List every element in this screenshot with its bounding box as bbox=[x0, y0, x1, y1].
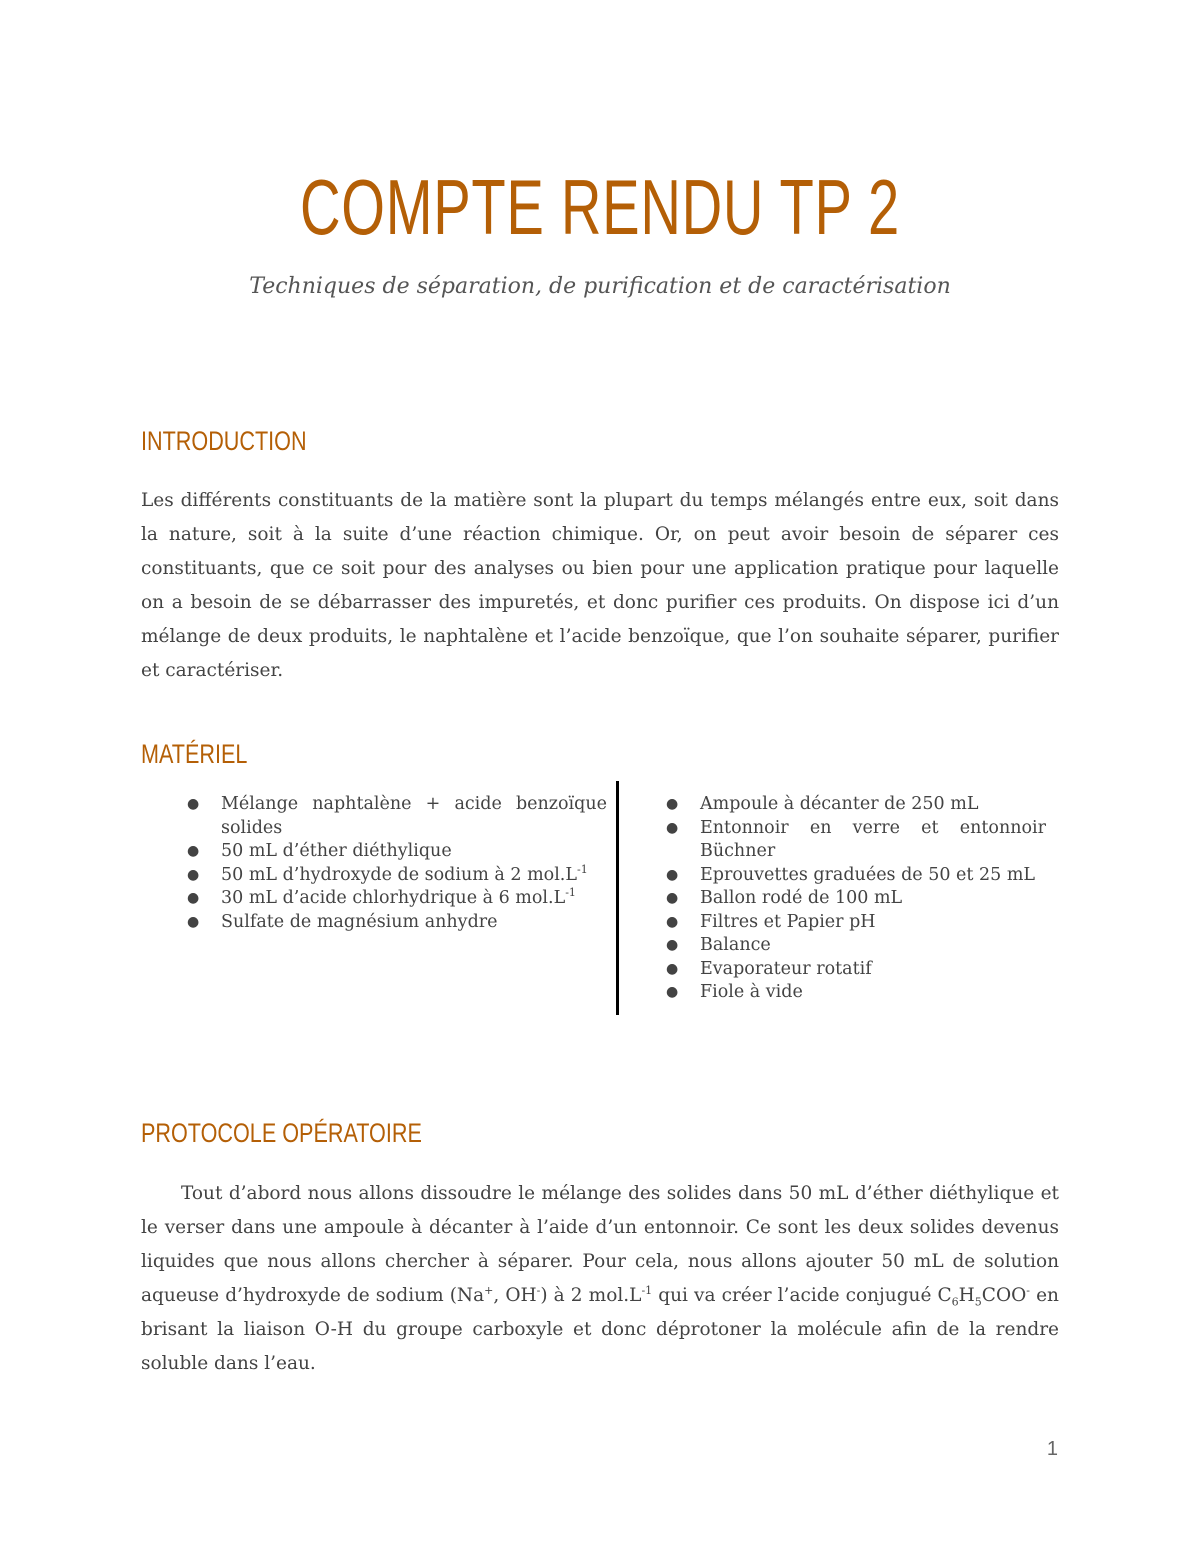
protocole-paragraph: Tout d’abord nous allons dissoudre le mélange des solides dans 50 mL d’éther diéthylique et le verser dans une ampoule à décanter à l’aide d’un entonnoir. Ce sont les deux solides devenus liquides que nous allons chercher à séparer. Pour cela, nous allons ajouter 50 mL de solution aqueuse d’hydroxyde de sodium (Na+, OH-) à 2 $mol.L^{-1}$ qui va créer l’acide conjugué $C_6H_5COO^-$ en brisant la liaison O-H du groupe carboxyle et donc déprotoner la molécule afin de la rendre soluble dans l’eau. bbox=[141, 1183, 1059, 1374]
bullet-icon bbox=[666, 981, 700, 1005]
bullet-icon bbox=[187, 911, 221, 935]
list-item: ● Mélange naphtalène + acide benzoïque solides bbox=[187, 793, 607, 840]
bullet-icon bbox=[666, 887, 700, 911]
materiel-heading: MATÉRIEL bbox=[141, 739, 248, 769]
column-divider bbox=[616, 781, 619, 1015]
list-item: ● Ballon rodé de 100 mL bbox=[666, 887, 1046, 911]
introduction-paragraph: Les différents constituants de la matière sont la plupart du temps mélangés entre eux, soit dans la nature, soit à la suite d’une réaction chimique. Or, on peut avoir besoin de séparer ces constituants, que ce soit pour des analyses ou bien pour une application pratique pour laquelle on a besoin de se débarrasser des impuretés, et donc purifier ces produits. On dispose ici d’un mélange de deux produits, le naphtalène et l’acide benzoïque, que l’on souhaite séparer, purifier et caractériser. bbox=[141, 490, 1059, 681]
bullet-icon bbox=[666, 817, 700, 841]
list-item: ● Evaporateur rotatif bbox=[666, 958, 1046, 982]
bullet-icon bbox=[187, 864, 221, 888]
bullet-icon bbox=[187, 887, 221, 911]
list-item: ● Balance bbox=[666, 934, 1046, 958]
bullet-icon bbox=[666, 793, 700, 817]
bullet-icon bbox=[666, 958, 700, 982]
document-subtitle: Techniques de séparation, de purification et de caractérisation bbox=[249, 274, 951, 299]
bullet-icon bbox=[666, 934, 700, 958]
bullet-icon bbox=[666, 864, 700, 888]
list-item: ● Eprouvettes graduées de 50 et 25 mL bbox=[666, 864, 1046, 888]
list-item: ● 30 mL d’acide chlorhydrique à 6 $mol.L^{-1}$ bbox=[187, 887, 607, 911]
list-item: ● Entonnoir en verre et entonnoir Büchner bbox=[666, 817, 1046, 864]
page-number: 1 bbox=[1046, 1438, 1058, 1460]
list-item: ● Filtres et Papier pH bbox=[666, 911, 1046, 935]
document-title: COMPTE RENDU TP 2 bbox=[300, 163, 900, 251]
materiel-list-left bbox=[187, 793, 607, 934]
bullet-icon bbox=[187, 793, 221, 817]
list-item: ● Ampoule à décanter de 250 mL bbox=[666, 793, 1046, 817]
list-item: ● Fiole à vide bbox=[666, 981, 1046, 1005]
list-item: ● 50 mL d’hydroxyde de sodium à 2 $mol.L^{-1}$ bbox=[187, 864, 607, 888]
bullet-icon bbox=[666, 911, 700, 935]
list-item: ● 50 mL d’éther diéthylique bbox=[187, 840, 607, 864]
materiel-list-right bbox=[666, 793, 1046, 1005]
list-item: ● Sulfate de magnésium anhydre bbox=[187, 911, 607, 935]
bullet-icon bbox=[187, 840, 221, 864]
protocole-heading: PROTOCOLE OPÉRATOIRE bbox=[141, 1118, 422, 1148]
introduction-heading: INTRODUCTION bbox=[141, 426, 307, 456]
